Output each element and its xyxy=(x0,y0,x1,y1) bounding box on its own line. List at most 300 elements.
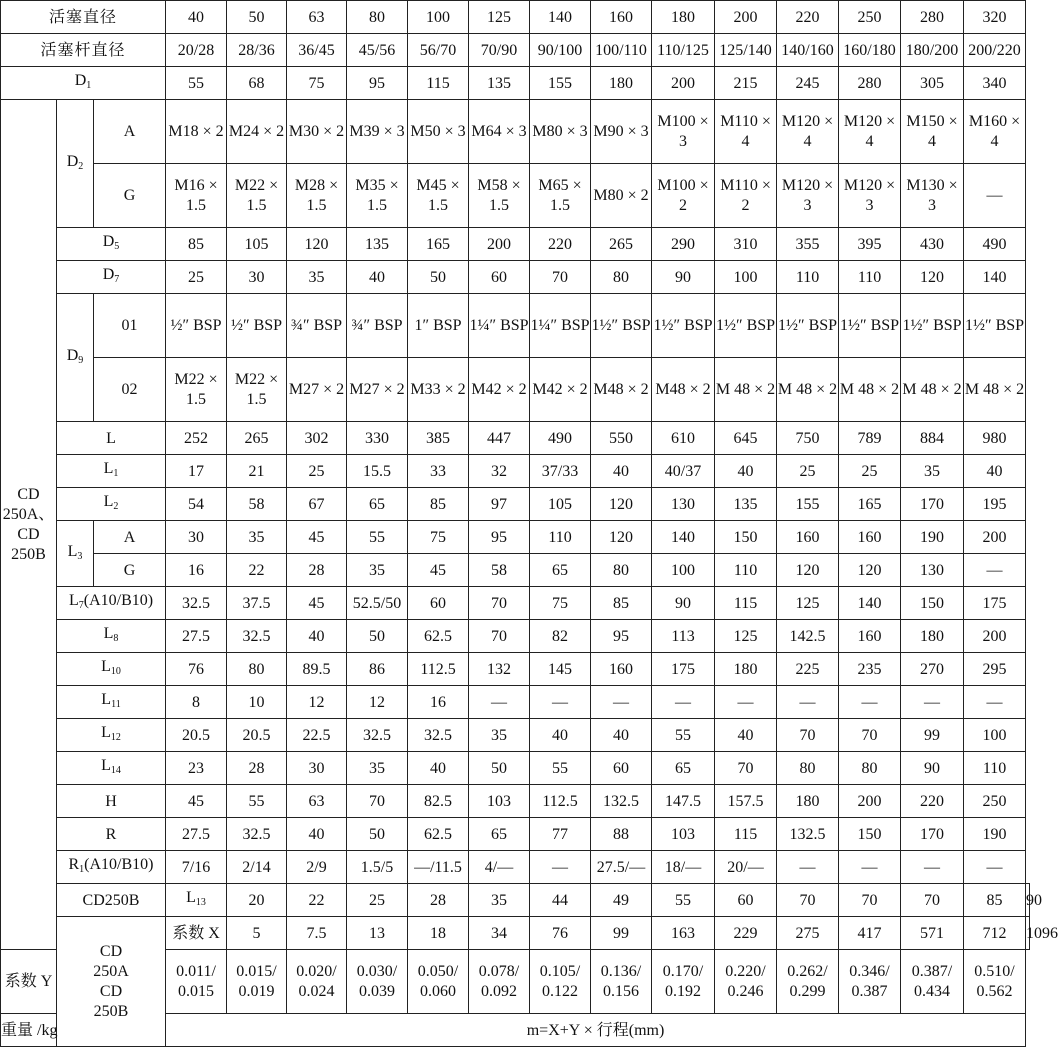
value-cell: 110 xyxy=(964,752,1026,785)
value-cell: ¾″ BSP xyxy=(287,294,347,358)
value-cell: 55 xyxy=(530,752,591,785)
value-cell: M33 × 2 xyxy=(408,358,469,422)
value-cell: 58 xyxy=(469,554,530,587)
table-row xyxy=(1,455,1030,488)
value-cell: 18 xyxy=(408,917,469,950)
value-cell: M42 × 2 xyxy=(469,358,530,422)
value-cell: M80 × 3 xyxy=(530,100,591,164)
value-cell: 20/— xyxy=(715,851,777,884)
value-cell: 132 xyxy=(469,653,530,686)
value-cell: 82 xyxy=(530,620,591,653)
value-cell: 200/220 xyxy=(964,34,1026,67)
value-cell: 97 xyxy=(469,488,530,521)
label-base: L xyxy=(106,429,116,447)
value-cell: 160/180 xyxy=(839,34,901,67)
value-cell: 30 xyxy=(287,752,347,785)
value-cell: 265 xyxy=(227,422,287,455)
value-cell: 215 xyxy=(715,67,777,100)
value-cell: 80 xyxy=(227,653,287,686)
row-label xyxy=(57,785,166,818)
value-cell: 20/28 xyxy=(166,34,227,67)
value-cell: 25 xyxy=(777,455,839,488)
value-cell: — xyxy=(964,686,1026,719)
label-base: L xyxy=(186,889,196,906)
value-cell: 63 xyxy=(287,785,347,818)
value-cell: 0.105/ 0.122 xyxy=(530,950,591,1014)
label-base: H xyxy=(105,792,117,810)
value-cell: 160 xyxy=(839,620,901,653)
value-cell: 37/33 xyxy=(530,455,591,488)
value-cell: 16 xyxy=(166,554,227,587)
sub-label: G xyxy=(94,554,166,587)
value-cell: 55 xyxy=(652,719,715,752)
value-cell: 77 xyxy=(530,818,591,851)
table-row xyxy=(1,67,1030,100)
value-cell: 200 xyxy=(839,785,901,818)
value-cell: 90 xyxy=(652,587,715,620)
label-base: L xyxy=(67,542,78,560)
value-cell: 95 xyxy=(591,620,652,653)
value-cell: 21 xyxy=(227,455,287,488)
value-cell: 1½″ BSP xyxy=(715,294,777,358)
table-row xyxy=(1,587,1030,620)
value-cell: 160 xyxy=(591,1,652,34)
value-cell: 60 xyxy=(408,587,469,620)
value-cell: M27 × 2 xyxy=(287,358,347,422)
value-cell: 142.5 xyxy=(777,620,839,653)
value-cell: 65 xyxy=(469,818,530,851)
value-cell: 55 xyxy=(347,521,408,554)
value-cell: M120 × 4 xyxy=(839,100,901,164)
value-cell: 34 xyxy=(469,917,530,950)
value-cell: 1½″ BSP xyxy=(901,294,964,358)
value-cell: M22 × 1.5 xyxy=(227,164,287,228)
label-subscript: 11 xyxy=(111,699,121,710)
value-cell: 55 xyxy=(652,884,715,917)
value-cell: 44 xyxy=(530,884,591,917)
label-subscript: 10 xyxy=(110,666,121,677)
value-cell: ¾″ BSP xyxy=(347,294,408,358)
value-cell: 13 xyxy=(347,917,408,950)
value-cell: 35 xyxy=(287,261,347,294)
value-cell: M48 × 2 xyxy=(591,358,652,422)
value-cell: 115 xyxy=(715,587,777,620)
coefficient-x-label: 系数 X xyxy=(166,917,227,950)
value-cell: M58 × 1.5 xyxy=(469,164,530,228)
value-cell: 310 xyxy=(715,228,777,261)
group-label-text: CD xyxy=(17,525,40,543)
value-cell: M130 × 3 xyxy=(901,164,964,228)
value-cell: 28 xyxy=(408,884,469,917)
value-cell: M120 × 3 xyxy=(839,164,901,228)
mass-label: 重量 /kg xyxy=(1,1014,57,1047)
value-cell: 330 xyxy=(347,422,408,455)
label-base: L xyxy=(101,757,111,774)
table-row xyxy=(1,422,1030,455)
value-cell: 90 xyxy=(652,261,715,294)
value-cell: 305 xyxy=(901,67,964,100)
sub-label: A xyxy=(94,521,166,554)
value-cell: — xyxy=(901,686,964,719)
value-cell: 220 xyxy=(777,1,839,34)
value-cell: 85 xyxy=(591,587,652,620)
value-cell: 50 xyxy=(347,620,408,653)
value-cell: 200 xyxy=(652,67,715,100)
value-cell: 100 xyxy=(408,1,469,34)
row-label xyxy=(1,67,166,100)
value-cell: 35 xyxy=(347,554,408,587)
label-base: D xyxy=(102,266,115,283)
value-cell: 147.5 xyxy=(652,785,715,818)
table-row xyxy=(1,488,1030,521)
value-cell: 0.011/ 0.015 xyxy=(166,950,227,1014)
value-cell: M64 × 3 xyxy=(469,100,530,164)
label-subscript: 2 xyxy=(113,501,119,512)
label-subscript: 8 xyxy=(113,633,119,644)
value-cell: 2/14 xyxy=(227,851,287,884)
group-label-text: 250B xyxy=(93,1002,129,1020)
value-cell: M160 × 4 xyxy=(964,100,1026,164)
value-cell: 340 xyxy=(964,67,1026,100)
value-cell: 20.5 xyxy=(227,719,287,752)
piston-diameter-label: 活塞直径 xyxy=(1,1,166,34)
label-base: R xyxy=(68,856,80,873)
value-cell: 20 xyxy=(227,884,287,917)
value-cell: — xyxy=(901,851,964,884)
value-cell: 125 xyxy=(777,587,839,620)
value-cell: 18/— xyxy=(652,851,715,884)
label-base: L xyxy=(68,592,79,609)
value-cell: 157.5 xyxy=(715,785,777,818)
row-label xyxy=(57,587,166,620)
group-label-cd250 xyxy=(1,100,57,950)
label-subscript: 14 xyxy=(110,765,121,776)
value-cell: 140 xyxy=(839,587,901,620)
value-cell: 120 xyxy=(777,554,839,587)
value-cell: 25 xyxy=(347,884,408,917)
value-cell: 0.170/ 0.192 xyxy=(652,950,715,1014)
value-cell: M22 × 1.5 xyxy=(166,358,227,422)
value-cell: 70/90 xyxy=(469,34,530,67)
value-cell: 0.387/ 0.434 xyxy=(901,950,964,1014)
value-cell: 70 xyxy=(777,719,839,752)
value-cell: 280 xyxy=(901,1,964,34)
mass-formula: m=X+Y × 行程(mm) xyxy=(166,1014,1026,1047)
value-cell: 112.5 xyxy=(530,785,591,818)
value-cell: — xyxy=(715,686,777,719)
value-cell: 80 xyxy=(839,752,901,785)
value-cell: 447 xyxy=(469,422,530,455)
value-cell: 235 xyxy=(839,653,901,686)
value-cell: 170 xyxy=(901,818,964,851)
row-label xyxy=(57,620,166,653)
value-cell: 70 xyxy=(901,884,964,917)
value-cell: ½″ BSP xyxy=(227,294,287,358)
label-subscript: 2 xyxy=(78,160,84,172)
label-base: D xyxy=(74,72,87,89)
value-cell: 180 xyxy=(777,785,839,818)
value-cell: 54 xyxy=(166,488,227,521)
group-label-text: CD xyxy=(99,942,123,960)
value-cell: 160 xyxy=(591,653,652,686)
value-cell: 80 xyxy=(591,554,652,587)
value-cell: 62.5 xyxy=(408,818,469,851)
value-cell: 571 xyxy=(901,917,964,950)
value-cell: — xyxy=(839,686,901,719)
value-cell: 7/16 xyxy=(166,851,227,884)
value-cell: 120 xyxy=(901,261,964,294)
value-cell: 0.078/ 0.092 xyxy=(469,950,530,1014)
value-cell: 40 xyxy=(408,752,469,785)
value-cell: 27.5 xyxy=(166,818,227,851)
value-cell: 60 xyxy=(591,752,652,785)
row-label xyxy=(166,884,227,917)
value-cell: — xyxy=(777,686,839,719)
value-cell: 160 xyxy=(839,521,901,554)
value-cell: 23 xyxy=(166,752,227,785)
value-cell: 60 xyxy=(469,261,530,294)
value-cell: 135 xyxy=(469,67,530,100)
value-cell: 295 xyxy=(964,653,1026,686)
table-row xyxy=(1,100,1030,164)
value-cell: 165 xyxy=(839,488,901,521)
label-suffix: (A10/B10) xyxy=(84,856,154,873)
value-cell: 80 xyxy=(347,1,408,34)
value-cell: 165 xyxy=(408,228,469,261)
value-cell: 40 xyxy=(715,455,777,488)
value-cell: 1¼″ BSP xyxy=(530,294,591,358)
value-cell: 1″ BSP xyxy=(408,294,469,358)
value-cell: 56/70 xyxy=(408,34,469,67)
value-cell: M100 × 3 xyxy=(652,100,715,164)
label-base: R xyxy=(105,825,117,843)
value-cell: ½″ BSP xyxy=(166,294,227,358)
value-cell: M110 × 2 xyxy=(715,164,777,228)
value-cell: 35 xyxy=(227,521,287,554)
label-subscript: 1 xyxy=(86,80,92,91)
value-cell: M30 × 2 xyxy=(287,100,347,164)
value-cell: 789 xyxy=(839,422,901,455)
value-cell: 302 xyxy=(287,422,347,455)
value-cell: 10 xyxy=(227,686,287,719)
label-subscript: 3 xyxy=(77,550,83,562)
value-cell: 1096 xyxy=(1026,917,1030,950)
value-cell: 70 xyxy=(839,884,901,917)
value-cell: 30 xyxy=(227,261,287,294)
value-cell: 884 xyxy=(901,422,964,455)
value-cell: 190 xyxy=(901,521,964,554)
value-cell: 130 xyxy=(652,488,715,521)
value-cell: 265 xyxy=(591,228,652,261)
value-cell: 70 xyxy=(469,587,530,620)
value-cell: 32 xyxy=(469,455,530,488)
value-cell: M28 × 1.5 xyxy=(287,164,347,228)
value-cell: 40 xyxy=(287,620,347,653)
value-cell: 430 xyxy=(901,228,964,261)
value-cell: 35 xyxy=(469,884,530,917)
value-cell: 50 xyxy=(227,1,287,34)
sub-label: 02 xyxy=(94,358,166,422)
value-cell: — xyxy=(964,164,1026,228)
row-label xyxy=(57,488,166,521)
value-cell: 110 xyxy=(777,261,839,294)
table-row xyxy=(1,1,1030,34)
value-cell: 52.5/50 xyxy=(347,587,408,620)
value-cell: 490 xyxy=(964,228,1026,261)
value-cell: M 48 × 2 xyxy=(777,358,839,422)
value-cell: 395 xyxy=(839,228,901,261)
value-cell: 115 xyxy=(408,67,469,100)
value-cell: 1½″ BSP xyxy=(964,294,1026,358)
value-cell: 76 xyxy=(166,653,227,686)
value-cell: 160 xyxy=(777,521,839,554)
value-cell: 1.5/5 xyxy=(347,851,408,884)
value-cell: 180 xyxy=(591,67,652,100)
row-label xyxy=(57,228,166,261)
label-base: D xyxy=(66,346,79,364)
value-cell: 45 xyxy=(166,785,227,818)
value-cell: 270 xyxy=(901,653,964,686)
value-cell: 65 xyxy=(530,554,591,587)
label-base: L xyxy=(101,691,112,708)
value-cell: 1½″ BSP xyxy=(591,294,652,358)
value-cell: 229 xyxy=(715,917,777,950)
value-cell: 90 xyxy=(1026,884,1030,917)
value-cell: 195 xyxy=(964,488,1026,521)
value-cell: 320 xyxy=(964,1,1026,34)
value-cell: 70 xyxy=(715,752,777,785)
value-cell: 40 xyxy=(166,1,227,34)
value-cell: 99 xyxy=(901,719,964,752)
value-cell: 45 xyxy=(408,554,469,587)
label-base: D xyxy=(66,152,79,170)
value-cell: 28/36 xyxy=(227,34,287,67)
value-cell: 90 xyxy=(901,752,964,785)
value-cell: 68 xyxy=(227,67,287,100)
value-cell: 132.5 xyxy=(777,818,839,851)
value-cell: 85 xyxy=(408,488,469,521)
table-row xyxy=(1,785,1030,818)
value-cell: 180 xyxy=(715,653,777,686)
rod-diameter-label: 活塞杆直径 xyxy=(1,34,166,67)
value-cell: 45 xyxy=(287,521,347,554)
value-cell: 225 xyxy=(777,653,839,686)
value-cell: 0.050/ 0.060 xyxy=(408,950,469,1014)
value-cell: 105 xyxy=(530,488,591,521)
value-cell: 70 xyxy=(530,261,591,294)
label-subscript: 1 xyxy=(79,864,85,875)
value-cell: 75 xyxy=(287,67,347,100)
value-cell: 980 xyxy=(964,422,1026,455)
row-label xyxy=(57,653,166,686)
value-cell: 113 xyxy=(652,620,715,653)
value-cell: 67 xyxy=(287,488,347,521)
row-label xyxy=(57,851,166,884)
value-cell: M42 × 2 xyxy=(530,358,591,422)
value-cell: 25 xyxy=(839,455,901,488)
value-cell: 22 xyxy=(287,884,347,917)
table-row xyxy=(1,752,1030,785)
label-subscript: 13 xyxy=(195,897,206,908)
value-cell: 40 xyxy=(287,818,347,851)
value-cell: 80 xyxy=(591,261,652,294)
value-cell: 220 xyxy=(530,228,591,261)
value-cell: — xyxy=(469,686,530,719)
label-subscript: 7 xyxy=(78,600,84,611)
value-cell: 135 xyxy=(347,228,408,261)
value-cell: — xyxy=(839,851,901,884)
value-cell: 95 xyxy=(469,521,530,554)
value-cell: 712 xyxy=(964,917,1026,950)
value-cell: — xyxy=(530,686,591,719)
row-label xyxy=(57,261,166,294)
row-label xyxy=(57,719,166,752)
value-cell: 200 xyxy=(964,521,1026,554)
value-cell: 115 xyxy=(715,818,777,851)
value-cell: 32.5 xyxy=(347,719,408,752)
value-cell: 37.5 xyxy=(227,587,287,620)
value-cell: 25 xyxy=(287,455,347,488)
value-cell: 65 xyxy=(347,488,408,521)
value-cell: 25 xyxy=(166,261,227,294)
value-cell: 385 xyxy=(408,422,469,455)
value-cell: 100 xyxy=(964,719,1026,752)
value-cell: 27.5/— xyxy=(591,851,652,884)
table-row xyxy=(1,554,1030,587)
value-cell: 76 xyxy=(530,917,591,950)
value-cell: 145 xyxy=(530,653,591,686)
value-cell: 49 xyxy=(591,884,652,917)
row-label xyxy=(57,294,94,422)
value-cell: 103 xyxy=(469,785,530,818)
value-cell: 35 xyxy=(469,719,530,752)
value-cell: 150 xyxy=(901,587,964,620)
value-cell: 8 xyxy=(166,686,227,719)
value-cell: 32.5 xyxy=(227,818,287,851)
value-cell: 50 xyxy=(408,261,469,294)
value-cell: M 48 × 2 xyxy=(839,358,901,422)
value-cell: — xyxy=(652,686,715,719)
value-cell: 250 xyxy=(839,1,901,34)
value-cell: 0.136/ 0.156 xyxy=(591,950,652,1014)
coefficient-y-label: 系数 Y xyxy=(1,950,57,1014)
label-subscript: 7 xyxy=(114,274,120,285)
table-row xyxy=(1,164,1030,228)
value-cell: 22.5 xyxy=(287,719,347,752)
value-cell: 0.510/ 0.562 xyxy=(964,950,1026,1014)
value-cell: 120 xyxy=(591,521,652,554)
value-cell: 112.5 xyxy=(408,653,469,686)
value-cell: 750 xyxy=(777,422,839,455)
value-cell: 125/140 xyxy=(715,34,777,67)
group-label-weight xyxy=(57,917,166,1047)
value-cell: 220 xyxy=(901,785,964,818)
value-cell: — xyxy=(964,554,1026,587)
value-cell: — xyxy=(591,686,652,719)
value-cell: 33 xyxy=(408,455,469,488)
value-cell: 15.5 xyxy=(347,455,408,488)
value-cell: 190 xyxy=(964,818,1026,851)
value-cell: 100 xyxy=(715,261,777,294)
value-cell: 12 xyxy=(287,686,347,719)
table-row xyxy=(1,521,1030,554)
value-cell: 40 xyxy=(591,719,652,752)
table-row xyxy=(1,884,1030,917)
value-cell: 200 xyxy=(715,1,777,34)
value-cell: 90/100 xyxy=(530,34,591,67)
value-cell: 1½″ BSP xyxy=(652,294,715,358)
value-cell: M80 × 2 xyxy=(591,164,652,228)
